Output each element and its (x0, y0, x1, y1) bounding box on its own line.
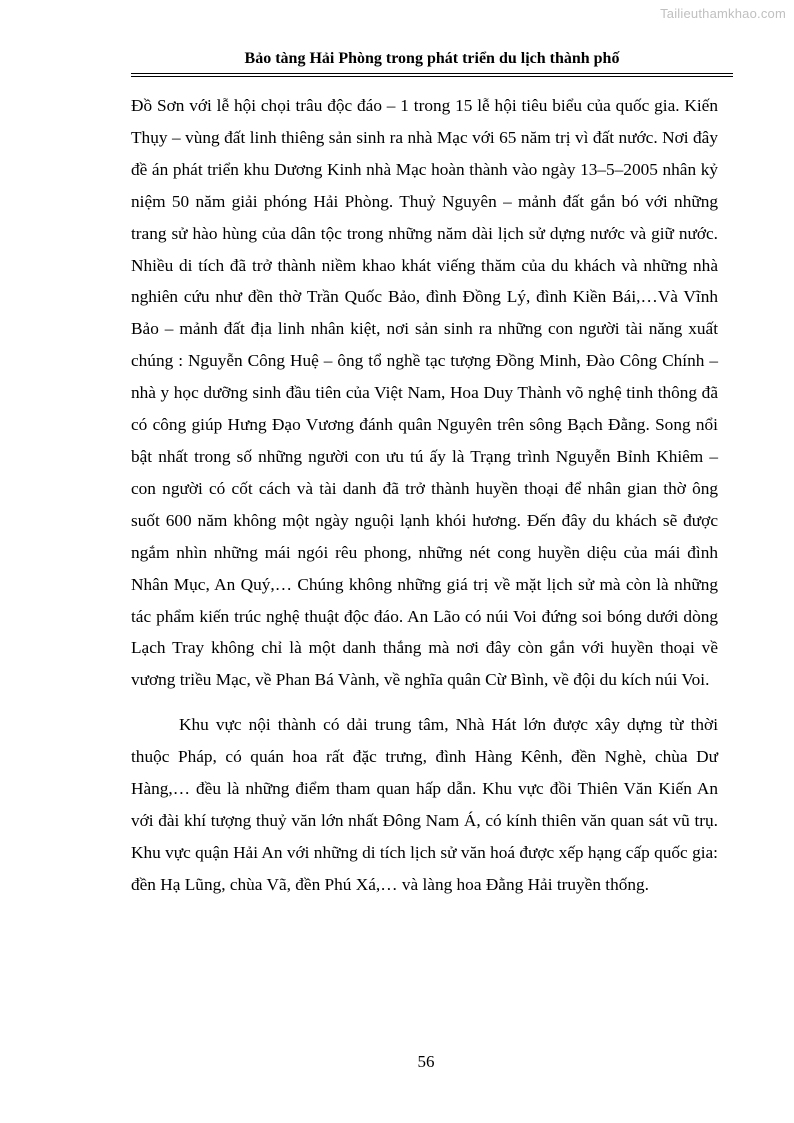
paragraph: Khu vực nội thành có dải trung tâm, Nhà Hát lớn được xây dựng từ thời thuộc Pháp, có quán hoa rất đặc trưng, đình Hàng Kênh, đền Nghè, chùa Dư Hàng,… đều là những điểm tham quan hấp dẫn. Khu vực đồi Thiên Văn Kiến An với đài khí tượng thuỷ văn lớn nhất Đông Nam Á, có kính thiên văn quan sát vũ trụ. Khu vực quận Hải An với những di tích lịch sử văn hoá được xếp hạng cấp quốc gia: đền Hạ Lũng, chùa Vã, đền Phú Xá,… và làng hoa Đằng Hải truyền thống. (131, 715, 718, 894)
paragraph: Đồ Sơn với lễ hội chọi trâu độc đáo – 1 trong 15 lễ hội tiêu biểu của quốc gia. Kiến Thụy – vùng đất linh thiêng sản sinh ra nhà Mạc với 65 năm trị vì đất nước. Nơi đây đề án phát triển khu Dương Kinh nhà Mạc hoàn thành vào ngày 13–5–2005 nhân kỷ niệm 50 năm giải phóng Hải Phòng. Thuỷ Nguyên – mảnh đất gắn bó với những trang sử hào hùng của dân tộc trong những năm dài lịch sử dựng nước và giữ nước. Nhiều di tích đã trở thành niềm khao khát viếng thăm của du khách và những nhà nghiên cứu như đền thờ Trần Quốc Bảo, đình Đồng Lý, đình Kiền Bái,…Và Vĩnh Bảo – mảnh đất địa linh nhân kiệt, nơi sản sinh ra những con người tài năng xuất chúng : Nguyễn Công Huệ – ông tổ nghề tạc tượng Đồng Minh, Đào Công Chính – nhà y học dưỡng sinh đầu tiên của Việt Nam, Hoa Duy Thành võ nghệ tinh thông đã có công giúp Hưng Đạo Vương đánh quân Nguyên trên sông Bạch Đằng. Song nổi bật nhất trong số những người con ưu tú ấy là Trạng trình Nguyễn Bỉnh Khiêm – con người có cốt cách và tài danh đã trở thành huyền thoại để nhân gian thờ ông suốt 600 năm không một ngày nguội lạnh khói hương. Đến đây du khách sẽ được ngắm nhìn những mái ngói rêu phong, những nét cong huyền diệu của mái đình Nhân Mục, An Quý,… Chúng không những giá trị về mặt lịch sử mà còn là những tác phẩm kiến trúc nghệ thuật độc đáo. An Lão có núi Voi đứng soi bóng dưới dòng Lạch Tray không chỉ là một danh thắng mà nơi đây còn gắn với huyền thoại về vương triều Mạc, về Phan Bá Vành, về nghĩa quân Cừ Bình, về đội du kích núi Voi. (131, 96, 718, 690)
body-text (131, 90, 718, 901)
header-divider (131, 73, 733, 74)
page-header-title: Bảo tàng Hải Phòng trong phát triển du lịch thành phố (244, 50, 620, 67)
page-number: 56 (417, 1052, 435, 1071)
watermark: Tailieuthamkhao.com (660, 6, 786, 21)
header-divider-secondary (131, 76, 733, 77)
